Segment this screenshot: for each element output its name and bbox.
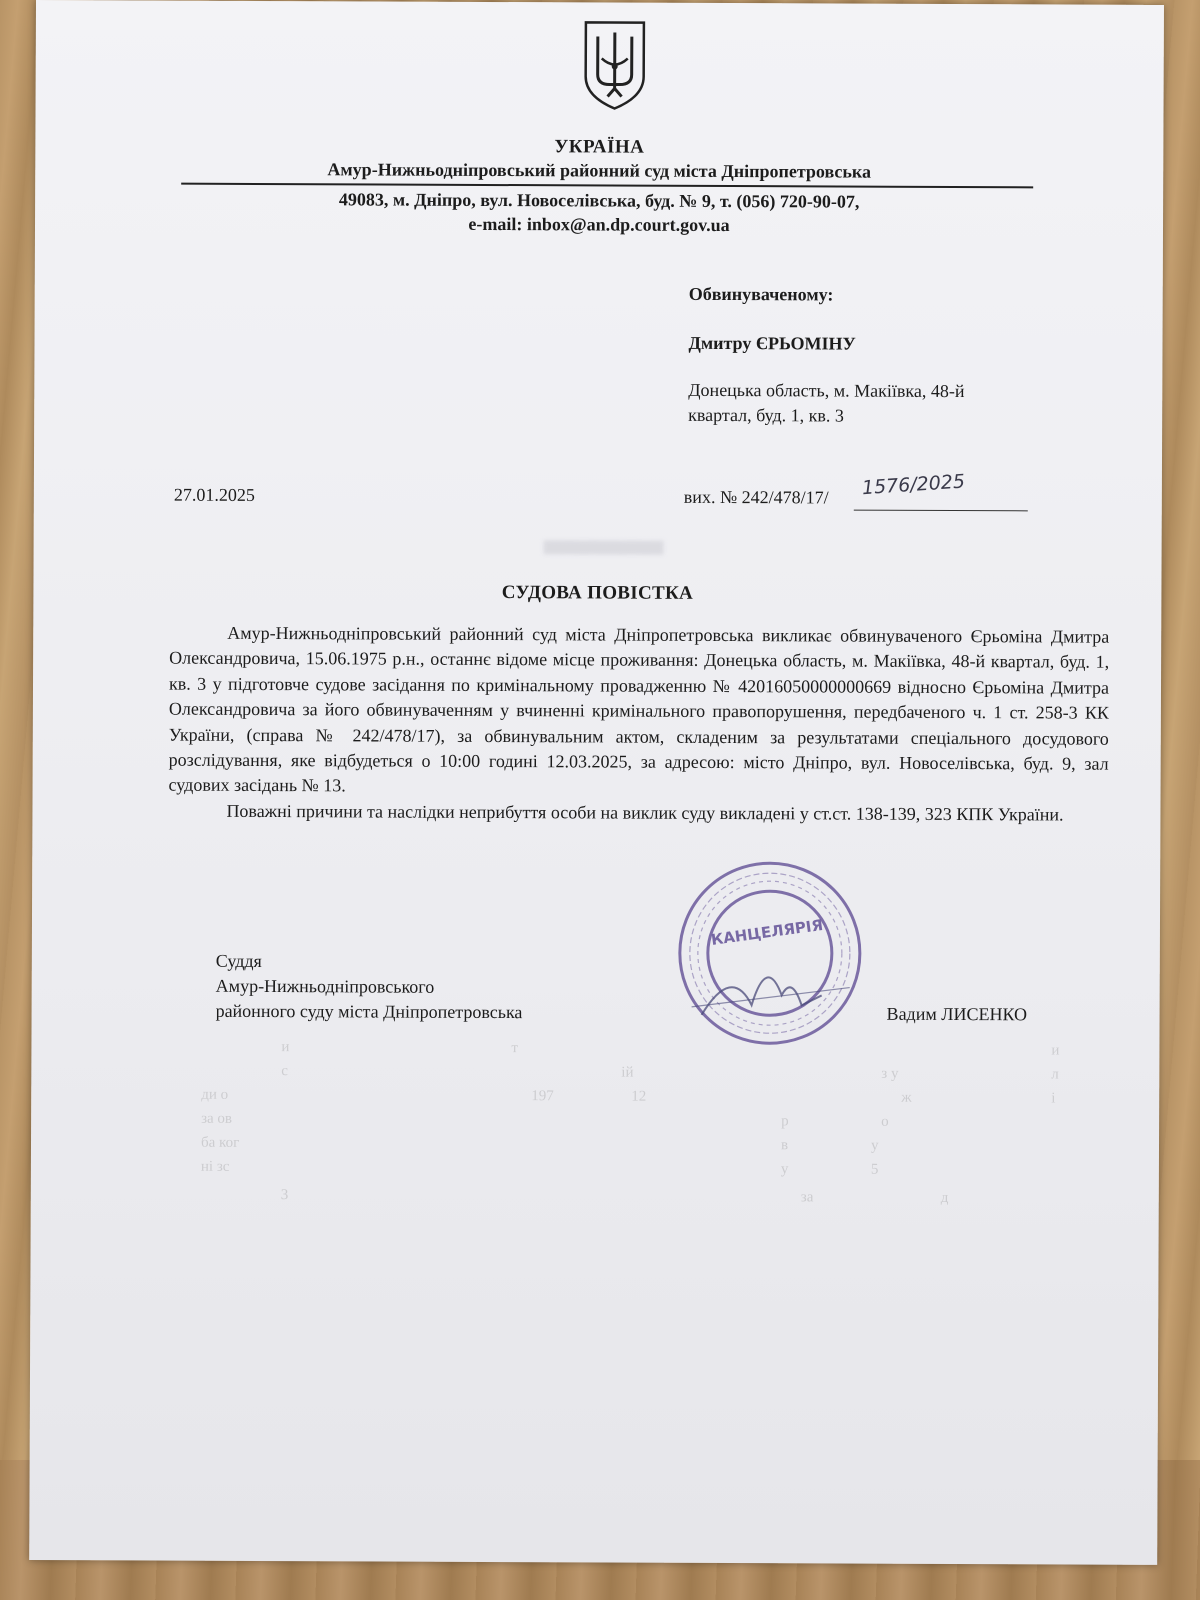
judge-title-line: Амур-Нижньодніпровського (215, 975, 435, 997)
faint-mark (544, 540, 664, 555)
document-title: СУДОВА ПОВІСТКА (501, 582, 694, 604)
stamp-center-text: КАНЦЕЛЯРІЯ (709, 915, 825, 949)
judge-name: Вадим ЛИСЕНКО (886, 1003, 1028, 1025)
trident-coat-of-arms-icon (580, 18, 650, 110)
recipient-address (688, 378, 1058, 430)
document-date: 27.01.2025 (173, 484, 255, 505)
judge-title-line: районного суду міста Дніпропетровська (215, 1000, 523, 1023)
court-name: Амур-Нижньодніпровський районний суд міста Дніпропетровська (327, 159, 872, 182)
handwritten-registration-number: 1576/2025 (861, 470, 966, 500)
recipient-address-line: Донецька область, м. Макіївка, 48-й (688, 379, 965, 402)
court-office-stamp-icon (671, 855, 868, 1052)
court-email: e-mail: inbox@an.dp.court.gov.ua (468, 213, 730, 236)
recipient-label: Обвинуваченому: (688, 283, 834, 305)
judge-title-line: Суддя (215, 950, 262, 971)
recipient-name: Дмитру ЄРЬОМІНУ (688, 332, 856, 354)
court-address: 49083, м. Дніпро, вул. Новоселівська, буд. № 9, т. (056) 720-90-07, (338, 189, 860, 212)
country-heading: УКРАЇНА (554, 136, 645, 158)
summons-sheet (29, 0, 1164, 1565)
outgoing-number: вих. № 242/478/17/ (683, 486, 829, 508)
outgoing-number-underline (854, 510, 1028, 512)
signature-scribble (702, 977, 822, 1015)
summons-paragraph: Поважні причини та наслідки неприбуття особи на виклик суду викладені у ст.ст. 138-139, 323 КПК України. (226, 800, 1064, 825)
judge-title (216, 949, 523, 1025)
show-through-text: и т и с ій з у л ди о 197 12 ж і за ов р о ба ког в у ні зс у 5 3 за д (200, 1039, 1060, 1206)
summons-body (168, 621, 1109, 828)
summons-paragraph: Амур-Нижньодніпровський районний суд міста Дніпропетровська викликає обвинуваченого Єрьоміна Дмитра Олександровича, 15.06.1975 р.н., останнє відоме місце проживання: Донецька область, м. Макіївка, 48-й квартал, буд. 1, кв. 3 у підготовче судове засідання по кримінальному провадженню № 42016050000000669 відносно Єрьоміна Дмитра Олександровича за його обвинуваченням у вчиненні кримінального правопорушення, передбаченого ч. 1 ст. 258-3 КК України, (справа № 242/478/17), за обвинувальним актом, складеним за результатами спеціального досудового розслідування, яке відбудеться о 10:00 годині 12.03.2025, за адресою: місто Дніпро, вул. Новоселівська, буд. 9, зал судових засідань № 13. (168, 622, 1110, 796)
recipient-address-line: квартал, буд. 1, кв. 3 (688, 404, 844, 426)
header-divider (181, 183, 1033, 189)
